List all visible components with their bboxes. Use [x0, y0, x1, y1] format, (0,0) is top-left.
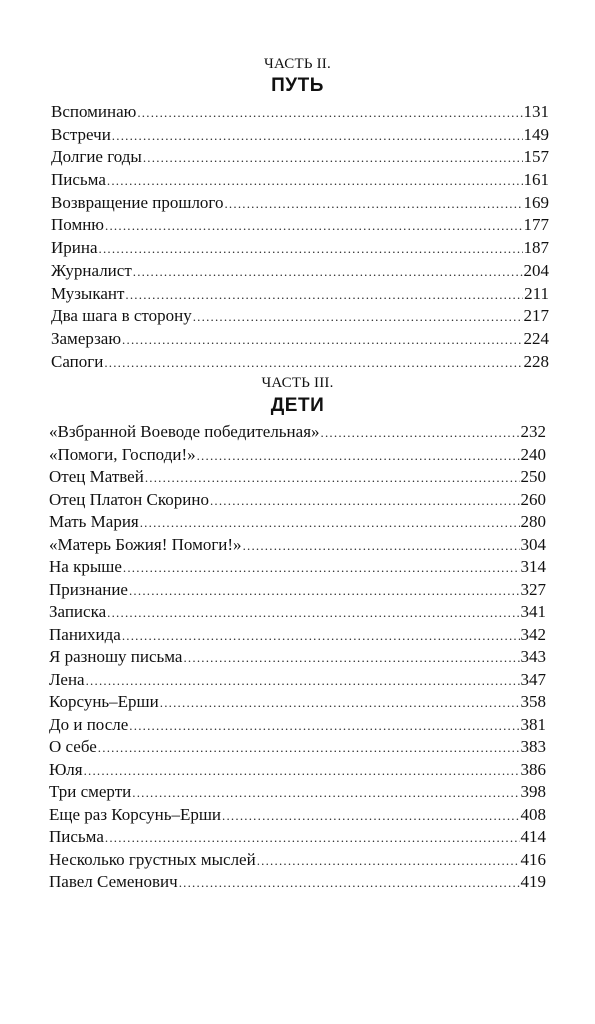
toc-entry-title: Панихида	[49, 624, 121, 644]
toc-entry	[49, 736, 546, 759]
toc-entry-title: Еще раз Корсунь–Ерши	[49, 804, 222, 824]
toc-dot-leader	[86, 670, 520, 693]
toc-entry-page-number: 347	[520, 669, 546, 689]
part-2-label: ЧАСТЬ II.	[264, 56, 331, 72]
toc-dot-leader	[107, 170, 523, 193]
toc-entry-title: Сапоги	[51, 351, 104, 371]
toc-entry-title: Журналист	[51, 260, 132, 280]
toc-dot-leader	[107, 602, 519, 625]
toc-entry-title: О себе	[49, 737, 97, 756]
toc-entry	[49, 534, 546, 557]
toc-entry	[51, 169, 549, 192]
toc-entry	[49, 421, 546, 444]
toc-dot-leader	[99, 238, 523, 261]
toc-dot-leader	[179, 872, 520, 895]
toc-entry	[49, 624, 546, 647]
toc-dot-leader	[140, 512, 520, 535]
toc-entry-page-number: 408	[520, 804, 546, 824]
toc-entry-title: До и после	[49, 714, 129, 734]
toc-dot-leader	[129, 580, 520, 603]
toc-entry	[51, 328, 549, 351]
toc-dot-leader	[105, 827, 520, 850]
toc-entry-page-number: 343	[520, 647, 546, 666]
toc-entry-title: Ирина	[51, 238, 98, 258]
toc-entry-page-number: 416	[520, 849, 546, 869]
toc-entry-page-number: 169	[523, 192, 549, 212]
toc-entry-title: Музыкант	[51, 283, 125, 303]
toc-entry	[51, 146, 549, 169]
toc-entry	[49, 646, 546, 669]
toc-entry	[49, 871, 546, 894]
toc-dot-leader	[137, 102, 522, 125]
toc-entry-page-number: 224	[523, 328, 549, 348]
toc-entry-title: Лена	[49, 669, 85, 689]
toc-entry-title: Признание	[49, 579, 128, 599]
toc-entry-title: Корсунь–Ерши	[49, 692, 159, 711]
toc-entry-title: Письма	[51, 170, 106, 190]
toc-entry-title: «Взбранной Воеводе победительная»	[49, 422, 320, 441]
toc-entry-title: Письма	[49, 827, 104, 846]
toc-dot-leader	[145, 467, 520, 490]
toc-entry-page-number: 314	[520, 557, 546, 576]
toc-entry	[49, 466, 546, 489]
toc-entry-page-number: 342	[520, 624, 546, 644]
toc-entry	[49, 489, 546, 512]
toc-dot-leader	[321, 422, 520, 445]
part-3-title: ДЕТИ	[270, 395, 325, 416]
toc-dot-leader	[122, 329, 522, 352]
toc-entry	[49, 714, 546, 737]
toc-entry-page-number: 304	[520, 534, 546, 554]
toc-entry-title: Замерзаю	[51, 328, 122, 348]
toc-dot-leader	[183, 647, 519, 670]
toc-entry-page-number: 161	[523, 170, 549, 190]
toc-entry	[51, 283, 549, 306]
toc-entry	[49, 511, 546, 534]
toc-entry-title: Три смерти	[49, 782, 132, 801]
toc-dot-leader	[105, 215, 522, 238]
toc-entry-page-number: 131	[523, 102, 549, 121]
toc-entry-title: Долгие годы	[51, 147, 142, 167]
toc-dot-leader	[257, 850, 520, 873]
toc-dot-leader	[222, 805, 519, 828]
toc-entry-title: Отец Платон Скорино	[49, 489, 209, 509]
toc-entry-title: Помню	[51, 215, 105, 235]
toc-entry-page-number: 204	[523, 260, 549, 280]
toc-entry-page-number: 177	[523, 215, 549, 235]
toc-entry	[49, 601, 546, 624]
toc-dot-leader	[143, 147, 523, 170]
toc-entry-page-number: 386	[520, 759, 546, 779]
toc-entry-page-number: 327	[520, 579, 546, 599]
toc-entry-page-number: 260	[520, 489, 546, 509]
toc-dot-leader	[98, 737, 520, 760]
toc-entry	[51, 260, 549, 283]
toc-entry-title: Павел Семенович	[49, 872, 178, 891]
toc-dot-leader	[133, 261, 523, 284]
part-3-label: ЧАСТЬ III.	[261, 375, 334, 391]
toc-entry	[51, 237, 549, 260]
toc-entry-title: «Помоги, Господи!»	[49, 444, 196, 464]
toc-entry-title: Возвращение прошлого	[51, 192, 224, 212]
toc-dot-leader	[243, 535, 520, 558]
toc-entry	[51, 124, 549, 147]
toc-entry-page-number: 358	[520, 692, 546, 711]
toc-dot-leader	[112, 125, 523, 148]
toc-entry	[49, 781, 546, 804]
toc-entry	[51, 101, 549, 124]
toc-entry-page-number: 157	[523, 147, 549, 167]
toc-dot-leader	[129, 715, 519, 738]
toc-entry-page-number: 341	[520, 602, 546, 621]
toc-entry-title: «Матерь Божия! Помоги!»	[49, 534, 242, 554]
toc-entry-page-number: 419	[520, 872, 546, 891]
toc-entry	[49, 669, 546, 692]
toc-entry-title: Мать Мария	[49, 512, 139, 531]
toc-dot-leader	[210, 490, 520, 513]
toc-dot-leader	[193, 306, 523, 329]
part-2-title: ПУТЬ	[271, 75, 324, 96]
toc-entry-title: Несколько грустных мыслей	[49, 849, 256, 869]
toc-entry-title: На крыше	[49, 557, 122, 576]
toc-entry-page-number: 414	[520, 827, 546, 846]
toc-dot-leader	[160, 692, 520, 715]
toc-entry-title: Отец Матвей	[49, 467, 144, 486]
toc-entry	[51, 214, 549, 237]
toc-entry	[51, 351, 549, 374]
toc-entry-title: Вспоминаю	[51, 102, 137, 121]
toc-entry-page-number: 149	[523, 124, 549, 144]
toc-entry-page-number: 280	[520, 512, 546, 531]
toc-dot-leader	[123, 557, 520, 580]
toc-entry-page-number: 187	[523, 238, 549, 258]
toc-entry-page-number: 250	[520, 467, 546, 486]
toc-dot-leader	[125, 284, 523, 307]
toc-entry-page-number: 398	[520, 782, 546, 801]
toc-entry	[49, 849, 546, 872]
toc-entry	[49, 556, 546, 579]
toc-dot-leader	[122, 625, 520, 648]
toc-entry-page-number: 232	[520, 422, 546, 441]
toc-entry	[49, 826, 546, 849]
part-3-contents-list	[49, 421, 546, 894]
toc-entry-page-number: 240	[520, 444, 546, 464]
toc-entry	[51, 192, 549, 215]
toc-entry	[49, 444, 546, 467]
toc-entry-page-number: 211	[524, 283, 549, 303]
part-2-contents-list	[51, 101, 549, 373]
toc-entry-page-number: 381	[520, 714, 546, 734]
toc-entry-title: Записка	[49, 602, 107, 621]
toc-entry-page-number: 228	[523, 351, 549, 371]
toc-entry	[49, 804, 546, 827]
toc-entry-page-number: 217	[523, 306, 549, 326]
toc-entry	[49, 759, 546, 782]
toc-entry-title: Я разношу письма	[49, 647, 183, 666]
toc-dot-leader	[84, 760, 520, 783]
toc-dot-leader	[132, 782, 519, 805]
toc-entry-title: Два шага в сторону	[51, 306, 192, 326]
toc-entry-title: Встречи	[51, 124, 111, 144]
toc-dot-leader	[197, 445, 520, 468]
toc-entry	[49, 691, 546, 714]
toc-entry	[51, 305, 549, 328]
toc-entry-page-number: 383	[520, 737, 546, 756]
toc-entry	[49, 579, 546, 602]
toc-dot-leader	[104, 352, 522, 375]
toc-entry-title: Юля	[49, 759, 83, 779]
toc-dot-leader	[224, 193, 522, 216]
